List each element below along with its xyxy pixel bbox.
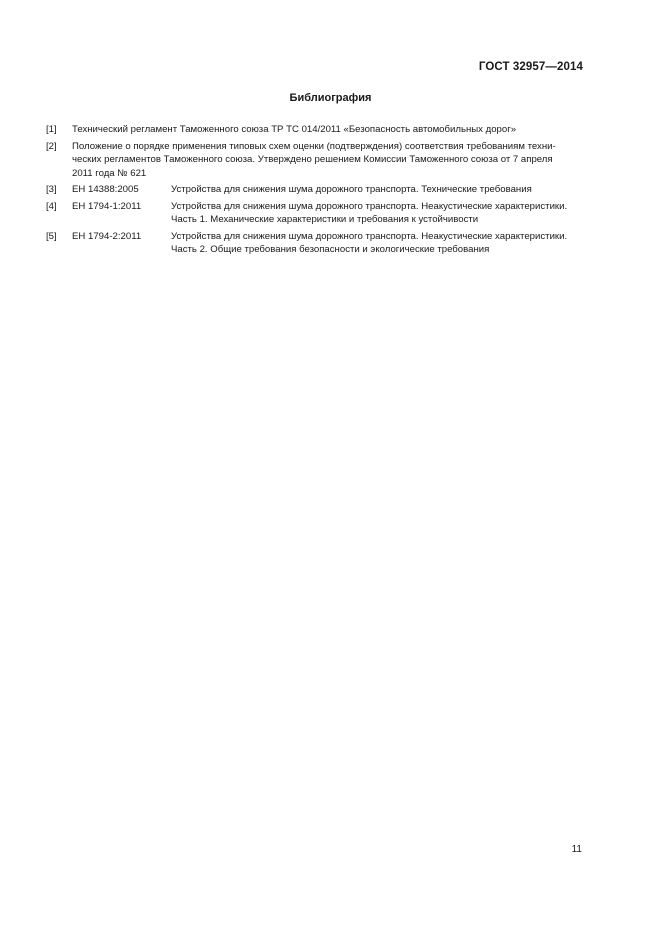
- entry-text-line: Устройства для снижения шума дорожного транспорта. Неакустические характеристики.: [171, 230, 568, 242]
- entry-text-line: 2011 года № 621: [72, 167, 147, 179]
- section-title: Библиография: [289, 92, 372, 104]
- entry-text-line: Устройства для снижения шума дорожного транспорта. Неакустические характеристики.: [171, 200, 568, 212]
- entry-text-line: Устройства для снижения шума дорожного транспорта. Технические требования: [171, 184, 532, 195]
- entry-number: [2]: [46, 140, 57, 152]
- entry-text-line: Часть 2. Общие требования безопасности и экологические требования: [171, 244, 490, 255]
- entry-number: [1]: [46, 124, 57, 135]
- bibliography-list: [46, 123, 586, 257]
- bibliography-entry-4: [46, 200, 586, 227]
- entry-standard-code: ЕН 14388:2005: [72, 184, 139, 195]
- bibliography-entry-5: [46, 230, 586, 257]
- entry-number: [3]: [46, 184, 57, 195]
- bibliography-entry-1: [46, 123, 586, 137]
- entry-text-line: Положение о порядке применения типовых схем оценки (подтверждения) соответствия требованиям техни-: [72, 140, 556, 152]
- bibliography-entry-2: [46, 140, 586, 181]
- entry-text: Технический регламент Таможенного союза ТР ТС 014/2011 «Безопасность автомобильных дорог»: [72, 124, 517, 135]
- document-code: ГОСТ 32957—2014: [478, 61, 583, 73]
- entry-number: [5]: [46, 230, 57, 242]
- entry-text-line: ческих регламентов Таможенного союза. Утверждено решением Комиссии Таможенного союза от 7 апреля: [72, 154, 553, 165]
- entry-text-line: Часть 1. Механические характеристики и требования к устойчивости: [171, 214, 479, 225]
- entry-number: [4]: [46, 200, 57, 212]
- entry-standard-code: ЕН 1794-1:2011: [72, 200, 142, 212]
- bibliography-entry-3: [46, 183, 586, 197]
- entry-standard-code: ЕН 1794-2:2011: [72, 230, 142, 242]
- page-number: 11: [571, 844, 582, 855]
